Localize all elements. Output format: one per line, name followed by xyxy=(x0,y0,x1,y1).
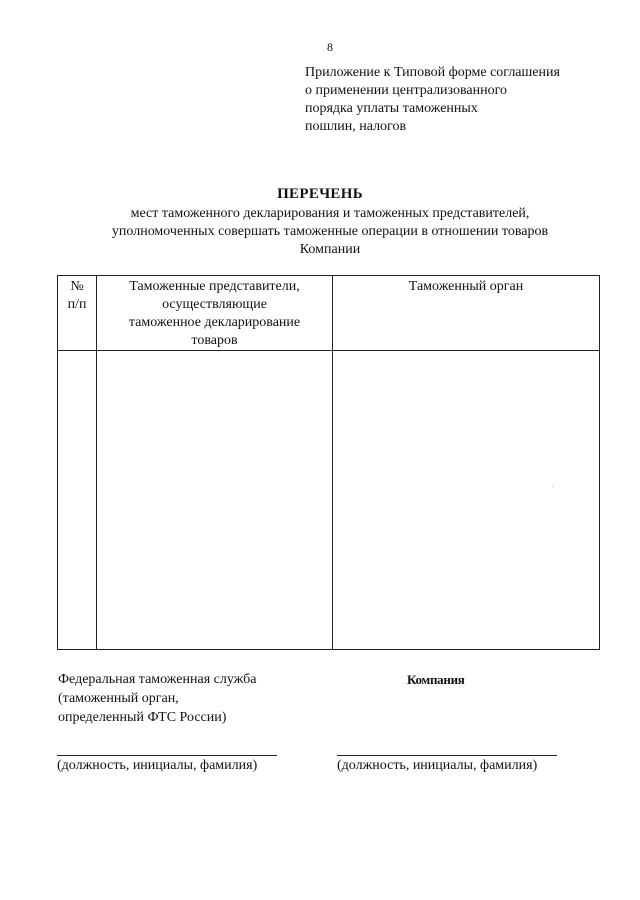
column-header-line: Таможенный орган xyxy=(408,279,524,294)
column-header-number xyxy=(58,276,97,351)
subtitle-line: мест таможенного декларирования и таможенных представителей, xyxy=(130,206,530,221)
signature-caption-customs: (должность, инициалы, фамилия) xyxy=(57,758,258,773)
column-header-line: таможенное декларирование xyxy=(128,315,301,330)
signature-block-customs xyxy=(58,670,318,727)
appendix-note-line: порядка уплаты таможенных xyxy=(305,101,478,116)
signature-caption-company: (должность, инициалы, фамилия) xyxy=(337,758,538,773)
table-cell-representatives xyxy=(97,351,333,650)
table-cell-number xyxy=(58,351,97,650)
subtitle-line: Компании xyxy=(299,242,361,257)
column-header-customs-authority xyxy=(333,276,600,351)
signature-line-customs xyxy=(57,755,277,756)
table-row xyxy=(58,351,600,650)
document-subtitle xyxy=(60,205,600,259)
column-header-line: № xyxy=(70,279,84,294)
scan-speck xyxy=(552,486,553,487)
table-header-row xyxy=(58,276,600,351)
appendix-note xyxy=(305,64,605,136)
appendix-note-line: пошлин, налогов xyxy=(305,119,407,134)
signature-line-company xyxy=(337,755,557,756)
appendix-note-line: Приложение к Типовой форме соглашения xyxy=(305,65,560,80)
table-cell-customs-authority xyxy=(333,351,600,650)
signature-block-company: Компания xyxy=(407,672,465,687)
subtitle-line: уполномоченных совершать таможенные операции в отношении товаров xyxy=(111,224,549,239)
column-header-line: п/п xyxy=(67,297,87,312)
appendix-note-line: о применении централизованного xyxy=(305,83,508,98)
column-header-line: Таможенные представители, xyxy=(129,279,300,294)
column-header-representatives xyxy=(97,276,333,351)
page-number: 8 xyxy=(327,40,333,54)
signature-block-line: определенный ФТС России) xyxy=(58,710,227,725)
column-header-line: товаров xyxy=(191,333,238,348)
signature-block-line: (таможенный орган, xyxy=(58,691,179,706)
locations-table xyxy=(57,275,600,650)
column-header-line: осуществляющие xyxy=(162,297,267,312)
signature-block-line: Федеральная таможенная служба xyxy=(58,672,257,687)
document-title: ПЕРЕЧЕНЬ xyxy=(277,186,363,202)
